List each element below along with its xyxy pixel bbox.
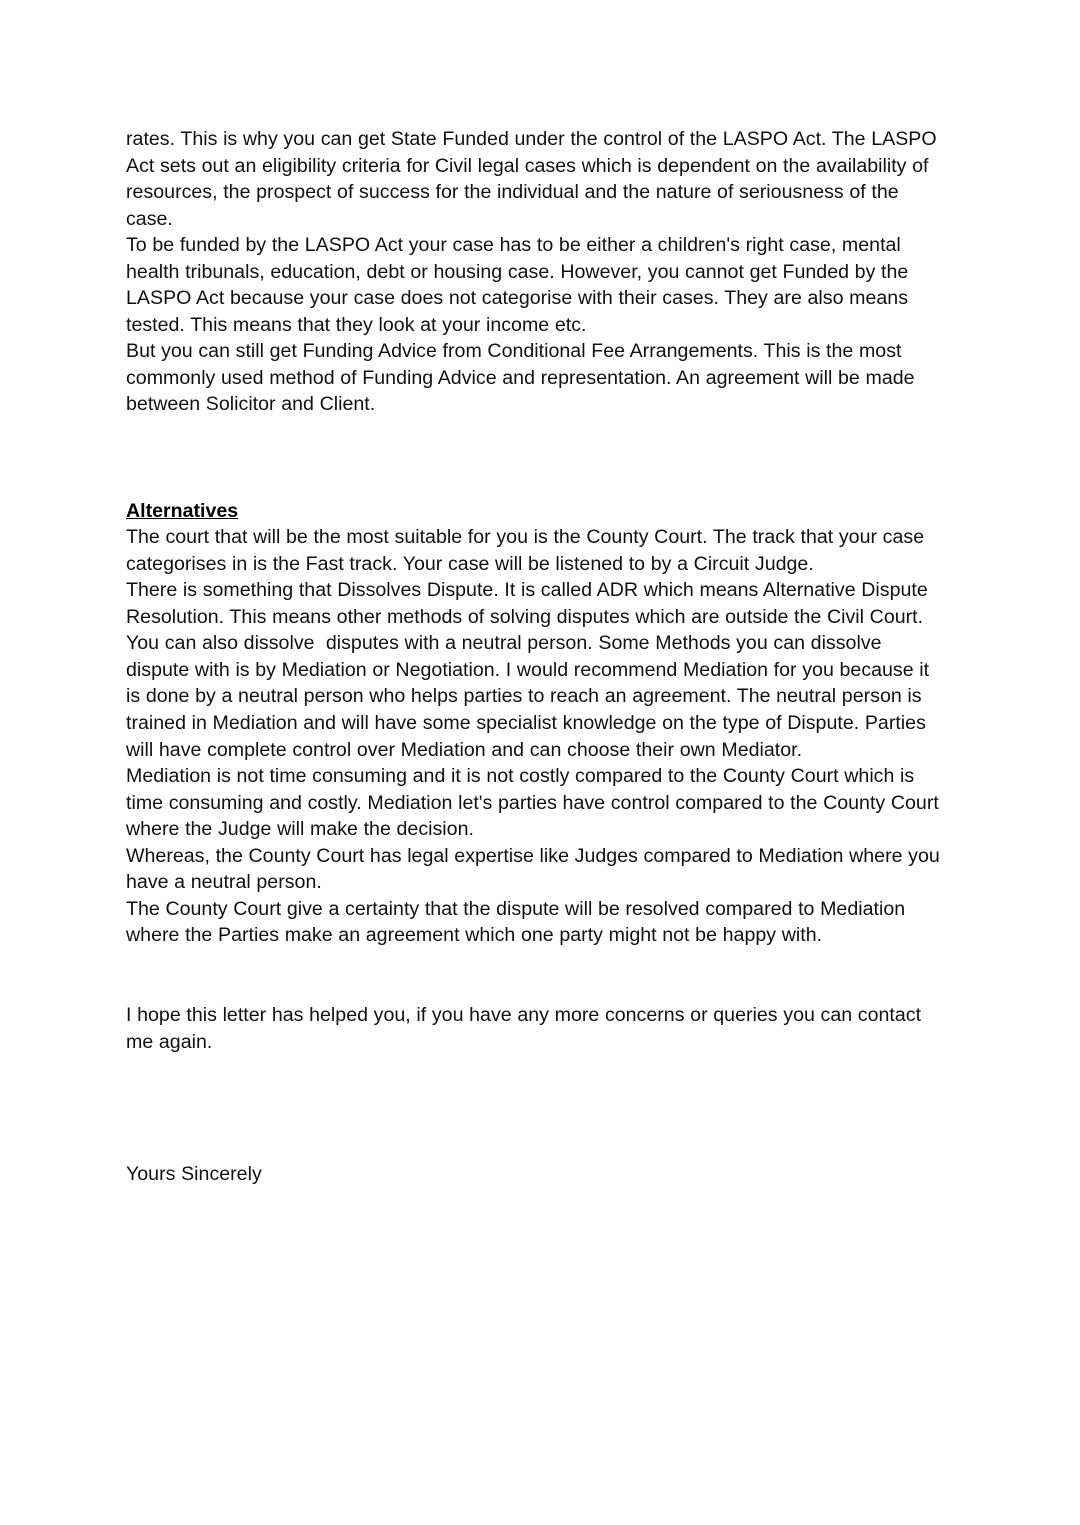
paragraph-court-legal-expertise: Whereas, the County Court has legal expertise like Judges compared to Mediation where you have a neutral person. — [126, 844, 946, 894]
letter-body — [126, 126, 948, 1188]
spacer-before-closing — [126, 949, 948, 1002]
paragraph-court-certainty: The County Court give a certainty that the dispute will be resolved compared to Mediation where the Parties make an agreement which one party might not be happy with. — [126, 897, 911, 947]
paragraph-laspo-eligibility: rates. This is why you can get State Funded under the control of the LASPO Act. The LASPO Act sets out an eligibility criteria for Civil legal cases which is dependent on the availability of resources, the prospect of success for the individual and the nature of seriousness of the case. — [126, 128, 942, 230]
paragraph-conditional-fee: But you can still get Funding Advice from Conditional Fee Arrangements. This is the most commonly used method of Funding Advice and representation. An agreement will be made between Solicitor and Client. — [126, 340, 921, 416]
paragraph-mediation-vs-court-cost: Mediation is not time consuming and it is not costly compared to the County Court which is time consuming and costly. Mediation let's parties have control compared to the County Court where the Judge will make the decision. — [126, 765, 945, 841]
paragraph-laspo-funding-scope: To be funded by the LASPO Act your case has to be either a children's right case, mental health tribunals, education, debt or housing case. However, you cannot get Funded by the LASPO Act because your case does not categorise with their cases. They are also means tested. This means that they look at your income etc. — [126, 234, 914, 336]
heading-alternatives-wrapper — [126, 498, 948, 525]
paragraph-closing-offer: I hope this letter has helped you, if you have any more concerns or queries you can contact me again. — [126, 1004, 927, 1053]
spacer-before-signoff — [126, 1055, 948, 1161]
paragraph-county-court-track: The court that will be the most suitable for you is the County Court. The track that your case categorises in is the Fast track. Your case will be listened to by a Circuit Judge. — [126, 526, 930, 575]
paragraph-adr-definition: There is something that Dissolves Dispute. It is called ADR which means Alternative Dispute Resolution. This means other methods of solving disputes which are outside the Civil Court. — [126, 579, 934, 628]
heading-alternatives: Alternatives — [126, 499, 239, 522]
signoff-line: Yours Sincerely — [126, 1163, 262, 1186]
spacer-before-alternatives — [126, 418, 948, 498]
paragraph-mediation-recommendation: You can also dissolve disputes with a neutral person. Some Methods you can dissolve dispute with is by Mediation or Negotiation. I would recommend Mediation for you because it is done by a neutral person who helps parties to reach an agreement. The neutral person is trained in Mediation and will have some specialist knowledge on the type of Dispute. Parties will have complete control over Mediation and can choose their own Mediator. — [126, 632, 935, 761]
